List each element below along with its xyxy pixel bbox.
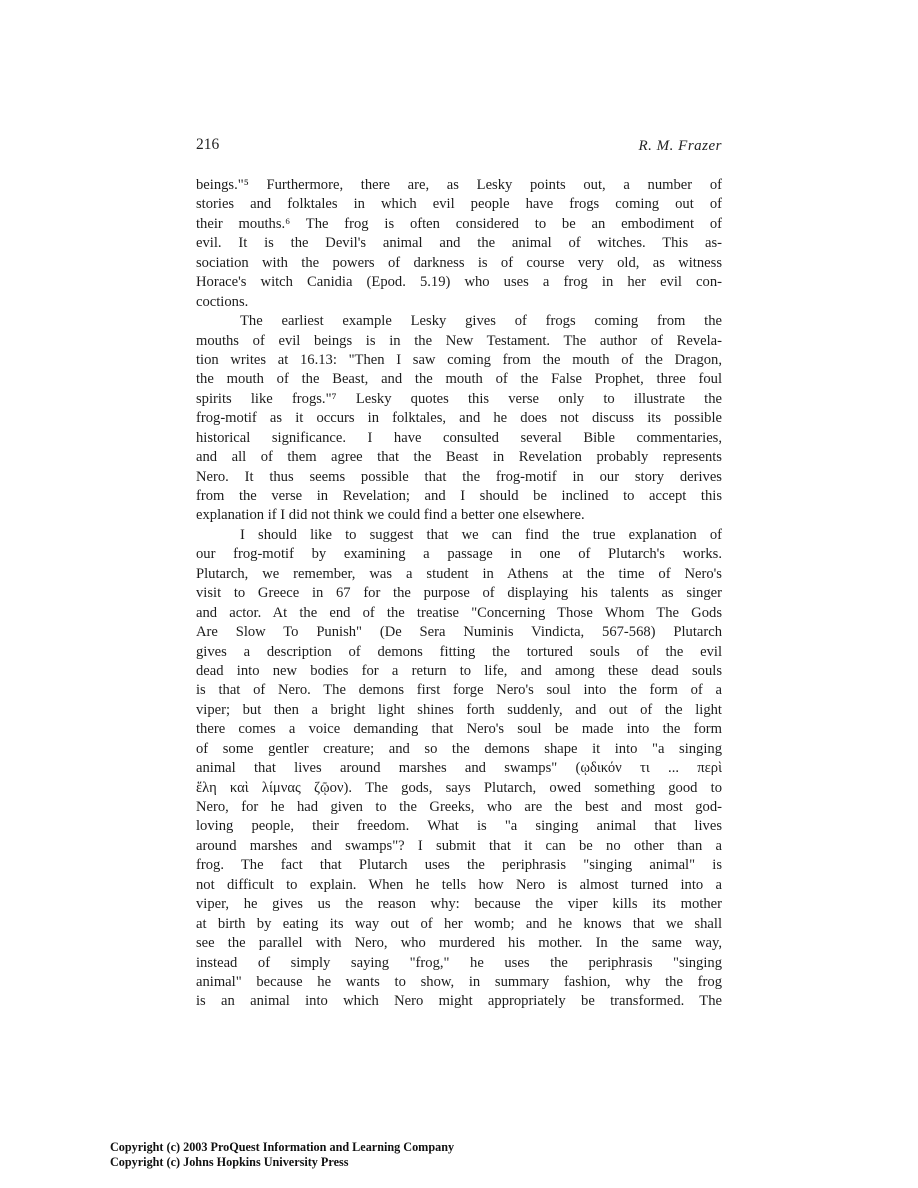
text-line: dead into new bodies for a return to life, and among these dead souls [196,662,722,679]
text-line: viper, he gives us the reason why: because the viper kills its mother [196,896,722,913]
text-line: spirits like frogs."⁷ Lesky quotes this verse only to illustrate the [196,390,722,407]
text-line: beings."⁵ Furthermore, there are, as Lesky points out, a number of [196,177,722,193]
text-line: frog-motif as it occurs in folktales, and he does not discuss its possible [196,410,722,427]
text-line: explanation if I did not think we could find a better one elsewhere. [196,507,585,524]
text-line: ἕλη καὶ λίμνας ζῷον). The gods, says Plutarch, owed something good to [196,779,722,796]
text-line: and actor. At the end of the treatise "Concerning Those Whom The Gods [196,604,722,621]
text-line: evil. It is the Devil's animal and the animal of witches. This as- [196,235,722,252]
text-line: visit to Greece in 67 for the purpose of displaying his talents as singer [196,585,722,602]
text-line: frog. The fact that Plutarch uses the periphrasis "singing animal" is [196,857,722,874]
text-line: tion writes at 16.13: "Then I saw coming from the mouth of the Dragon, [196,351,722,368]
text-line: animal" because he wants to show, in summary fashion, why the frog [196,973,722,990]
copyright-line: Copyright (c) 2003 ProQuest Information and Learning Company [110,1140,455,1154]
text-line: see the parallel with Nero, who murdered his mother. In the same way, [196,935,722,952]
text-line: The earliest example Lesky gives of frogs coming from the [240,313,722,330]
body-text [196,176,722,1012]
text-line: mouths of evil beings is in the New Testament. The author of Revela- [196,332,722,349]
text-line: around marshes and swamps"? I submit that it can be no other than a [196,837,722,854]
text-line: their mouths.⁶ The frog is often considered to be an embodiment of [196,215,722,232]
text-line: animal that lives around marshes and swamps" (ῳδικόν τι ... περὶ [196,760,722,777]
running-head-author: R. M. Frazer [638,138,722,154]
text-line: gives a description of demons fitting the tortured souls of the evil [196,643,722,660]
text-line: is that of Nero. The demons first forge Nero's soul into the form of a [196,682,722,699]
text-line: and all of them agree that the Beast in Revelation probably represents [196,449,722,466]
text-line: instead of simply saying "frog," he uses the periphrasis "singing [196,954,722,971]
text-line: there comes a voice demanding that Nero's soul be made into the form [196,721,722,738]
text-line: stories and folktales in which evil people have frogs coming out of [196,196,722,213]
text-line: Horace's witch Canidia (Epod. 5.19) who uses a frog in her evil con- [196,274,722,291]
text-line: our frog-motif by examining a passage in one of Plutarch's works. [196,546,722,563]
copyright-line: Copyright (c) Johns Hopkins University Press [110,1155,349,1169]
text-line: from the verse in Revelation; and I should be inclined to accept this [196,488,722,504]
text-line: at birth by eating its way out of her womb; and he knows that we shall [196,915,722,932]
text-line: loving people, their freedom. What is "a singing animal that lives [196,818,722,835]
text-line: I should like to suggest that we can find the true explanation of [240,526,722,543]
page-number: 216 [196,136,220,153]
text-line: not difficult to explain. When he tells how Nero is almost turned into a [196,876,722,893]
text-line: Nero. It thus seems possible that the frog-motif in our story derives [196,468,722,485]
text-line: sociation with the powers of darkness is of course very old, as witness [196,254,722,271]
text-line: Nero, for he had given to the Greeks, who are the best and most god- [196,799,722,815]
text-line: viper; but then a bright light shines forth suddenly, and out of the light [196,701,722,718]
copyright-footer [110,1140,454,1170]
text-line: Are Slow To Punish" (De Sera Numinis Vindicta, 567-568) Plutarch [196,624,722,641]
text-line: the mouth of the Beast, and the mouth of the False Prophet, three foul [196,371,722,388]
text-line: historical significance. I have consulted several Bible commentaries, [196,429,722,446]
text-line: is an animal into which Nero might appropriately be transformed. The [196,993,722,1010]
text-line: Plutarch, we remember, was a student in Athens at the time of Nero's [196,565,722,582]
text-line: of some gentler creature; and so the demons shape it into "a singing [196,740,722,757]
text-line: coctions. [196,293,249,310]
